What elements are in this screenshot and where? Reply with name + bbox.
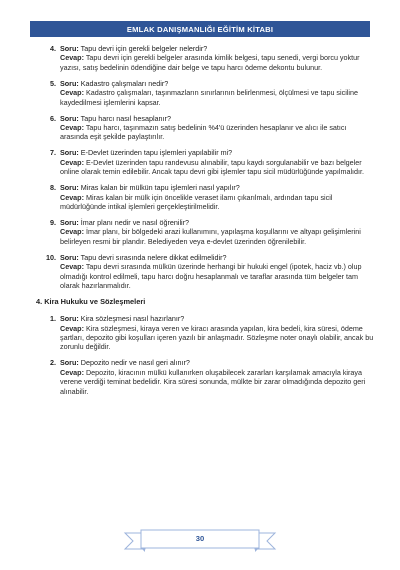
qa-number: 9.: [50, 218, 56, 228]
qa-item: [36, 148, 376, 176]
qa-body: [60, 183, 376, 211]
question: [60, 44, 376, 53]
qa-list-kira: [36, 314, 376, 396]
qa-number: 2.: [50, 358, 56, 368]
question-label: Soru:: [60, 148, 79, 158]
question-text: E-Devlet üzerinden tapu işlemleri yapılabilir mi?: [80, 148, 233, 158]
answer-label: Cevap:: [60, 323, 84, 333]
answer: [60, 193, 376, 212]
answer: [60, 324, 376, 352]
answer-text: Tapu harcı, taşınmazın satış bedelinin %4'ü üzerinden hesaplanır ve alıcı ile satıcı arasında eşit şekilde paylaştırılır.: [60, 123, 347, 142]
qa-body: [60, 114, 376, 142]
qa-number: 5.: [50, 78, 56, 88]
qa-body: [60, 148, 376, 176]
qa-item: [36, 314, 376, 352]
question-text: Kira sözleşmesi nasıl hazırlanır?: [80, 314, 185, 324]
qa-number: 1.: [50, 314, 56, 324]
qa-body: [60, 44, 376, 72]
question-text: Miras kalan bir mülkün tapu işlemleri nasıl yapılır?: [80, 183, 240, 193]
question-label: Soru:: [60, 252, 79, 262]
page-number-ribbon: [123, 529, 277, 553]
qa-item: [36, 183, 376, 211]
answer: [60, 88, 376, 107]
answer-text: Miras kalan bir mülk için öncelikle veraset ilamı çıkarılmalı, ardından tapu sicil müdürlüğünde intikal işlemleri gerçekleştirilmelidir.: [60, 192, 333, 212]
answer-text: Kira sözleşmesi, kiraya veren ve kiracı arasında yapılan, kira bedeli, kira süresi, ödeme şartları, depozito gibi koşulları içeren yazılı bir anlaşmadır. Sözleşme noter onaylı olabilir, ancak bu zorunlu değildir.: [60, 323, 374, 352]
question: [60, 358, 376, 367]
qa-list-tapu: [36, 44, 376, 291]
qa-number: 6.: [50, 113, 56, 123]
question: [60, 253, 376, 262]
qa-number: 10.: [46, 252, 56, 262]
qa-body: [60, 79, 376, 107]
answer-label: Cevap:: [60, 192, 84, 202]
answer: [60, 123, 376, 142]
qa-item: [36, 79, 376, 107]
book-title: EMLAK DANIŞMANLIĞI EĞİTİM KİTABI: [126, 24, 274, 34]
qa-body: [60, 253, 376, 291]
question-label: Soru:: [60, 44, 79, 53]
qa-body: [60, 358, 376, 396]
question-text: Tapu harcı nasıl hesaplanır?: [80, 113, 171, 123]
answer: [60, 158, 376, 177]
question-label: Soru:: [60, 314, 79, 324]
answer: [60, 262, 376, 290]
answer-label: Cevap:: [60, 367, 84, 377]
answer-text: Depozito, kiracının mülkü kullanırken oluşabilecek zararları karşılamak amacıyla kiraya verene verdiği teminat bedelidir. Kira süresi sonunda, mülkte bir zarar olmadığında depozito geri alınabilir.: [60, 367, 366, 396]
question-label: Soru:: [60, 183, 79, 193]
answer-text: İmar planı, bir bölgedeki arazi kullanımını, yapılaşma koşullarını ve altyapı gelişimlerini belirleyen resmi bir plandır. Belediyeden veya e-devlet üzerinden öğrenilebilir.: [60, 227, 361, 246]
qa-item: [36, 253, 376, 291]
qa-number: 7.: [50, 148, 56, 158]
section-title: 4. Kira Hukuku ve Sözleşmeleri: [36, 297, 146, 307]
qa-item: [36, 44, 376, 72]
qa-number: 4.: [50, 44, 56, 53]
qa-body: [60, 314, 376, 352]
qa-item: [36, 358, 376, 396]
qa-body: [60, 218, 376, 246]
qa-item: [36, 218, 376, 246]
question-text: Kadastro çalışmaları nedir?: [80, 78, 169, 88]
question: [60, 314, 376, 323]
question: [60, 183, 376, 192]
question: [60, 148, 376, 157]
answer-text: E-Devlet üzerinden tapu randevusu alınabilir, tapu kaydı sorgulanabilir ve bazı belgeler online olarak temin edilebilir. Ancak tapu devri gibi işlemler tapu sicil müdürlüğünde yapılmalıdır.: [60, 157, 365, 177]
answer-label: Cevap:: [60, 53, 84, 63]
question-text: Depozito nedir ve nasıl geri alınır?: [80, 358, 190, 368]
answer-text: Kadastro çalışmaları, taşınmazların sınırlarının belirlenmesi, ölçülmesi ve tapu siciline kaydedilmesi işlemlerini kapsar.: [60, 88, 359, 107]
answer-label: Cevap:: [60, 227, 84, 237]
page-header: [30, 21, 370, 37]
question-label: Soru:: [60, 218, 79, 228]
page-content: [36, 44, 376, 403]
question-label: Soru:: [60, 78, 79, 88]
answer-label: Cevap:: [60, 88, 84, 98]
question: [60, 114, 376, 123]
question-text: Tapu devri için gerekli belgeler nelerdir?: [80, 44, 208, 53]
answer-text: Tapu devri için gerekli belgeler arasında kimlik belgesi, tapu senedi, vergi borcu yoktur yazısı, satış bedelinin ödendiğine dair belge ve tapu harcı ödeme dekontu bulunur.: [60, 53, 360, 72]
question-text: İmar planı nedir ve nasıl öğrenilir?: [80, 218, 190, 228]
answer-text: Tapu devri sırasında mülkün üzerinde herhangi bir hukuki engel (ipotek, haciz vb.) olup olmadığı kontrol edilmeli, tapu harcı doğru hesaplanmalı ve taraflar arasında tüm belgeler tam olarak hazırlanmalıdır.: [60, 262, 362, 291]
qa-number: 8.: [50, 183, 56, 193]
question-label: Soru:: [60, 358, 79, 368]
answer-label: Cevap:: [60, 157, 84, 167]
question-label: Soru:: [60, 113, 79, 123]
page-number: 30: [195, 534, 205, 543]
answer: [60, 53, 376, 72]
answer: [60, 368, 376, 396]
answer-label: Cevap:: [60, 123, 84, 133]
question: [60, 79, 376, 88]
question-text: Tapu devri sırasında nelere dikkat edilmelidir?: [80, 252, 227, 262]
question: [60, 218, 376, 227]
qa-item: [36, 114, 376, 142]
answer: [60, 227, 376, 246]
answer-label: Cevap:: [60, 262, 84, 272]
